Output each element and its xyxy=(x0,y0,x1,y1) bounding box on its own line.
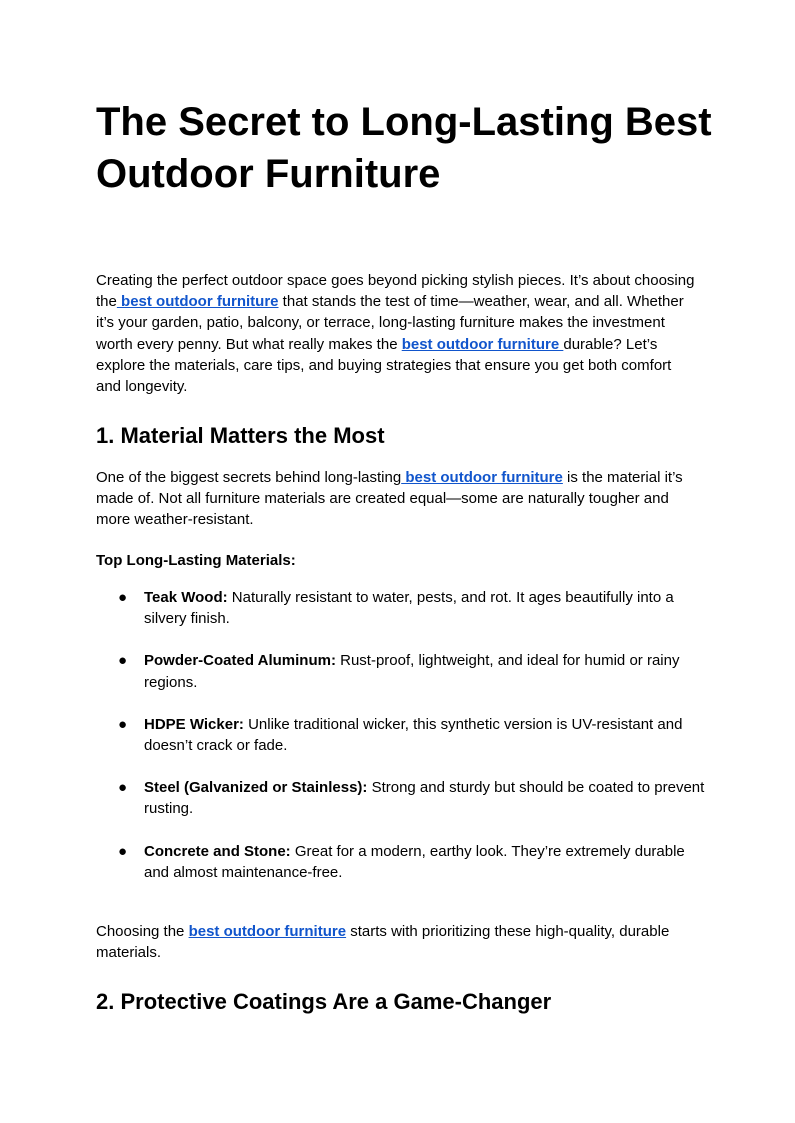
intro-text-2: that stands the test of time—weather, wear, and all. Whether it’s your garden, patio, balcony, or terrace, long-lasting furniture makes the investment worth every penny. But what really makes the xyxy=(96,293,684,353)
list-item xyxy=(96,777,706,819)
summary-text-1: Choosing the xyxy=(96,923,189,940)
section-1-text-1: One of the biggest secrets behind long-lasting xyxy=(96,469,402,486)
materials-summary-paragraph xyxy=(96,921,696,963)
material-desc: Rust-proof, lightweight, and ideal for humid or rainy regions. xyxy=(144,652,680,691)
summary-text-2: starts with prioritizing these high-quality, durable materials. xyxy=(96,923,670,962)
material-name: Teak Wood: xyxy=(144,589,228,606)
bullet-icon: ● xyxy=(118,715,128,733)
material-desc: Unlike traditional wicker, this synthetic version is UV-resistant and doesn’t crack or fade. xyxy=(144,715,683,755)
list-item xyxy=(96,841,706,883)
section-2-heading: 2. Protective Coatings Are a Game-Changer xyxy=(96,989,552,1014)
best-outdoor-furniture-link-3[interactable]: best outdoor furniture xyxy=(401,469,563,486)
best-outdoor-furniture-link-1[interactable]: best outdoor furniture xyxy=(116,293,279,311)
material-name: Powder-Coated Aluminum: xyxy=(144,652,336,670)
material-desc: Great for a modern, earthy look. They’re extremely durable and almost maintenance-free. xyxy=(144,842,685,881)
section-1-heading: 1. Material Matters the Most xyxy=(96,423,385,448)
materials-list xyxy=(96,587,706,904)
material-name: Concrete and Stone: xyxy=(144,842,291,860)
bullet-icon: ● xyxy=(118,842,128,860)
best-outdoor-furniture-link-4[interactable]: best outdoor furniture xyxy=(188,923,347,940)
material-desc: Naturally resistant to water, pests, and rot. It ages beautifully into a silvery finish. xyxy=(144,589,674,628)
bullet-icon: ● xyxy=(118,589,128,606)
material-desc: Strong and sturdy but should be coated to prevent rusting. xyxy=(144,779,705,818)
bullet-icon: ● xyxy=(118,779,128,797)
list-item xyxy=(96,587,706,629)
section-1-text-2: is the material it’s made of. Not all furniture materials are created equal—some are naturally tougher and more weather-resistant. xyxy=(96,469,683,529)
materials-subheading: Top Long-Lasting Materials: xyxy=(96,552,296,569)
intro-text-1: Creating the perfect outdoor space goes beyond picking stylish pieces. It’s about choosing the xyxy=(96,272,695,311)
page-title: The Secret to Long-Lasting Best Outdoor Furniture xyxy=(96,100,712,196)
material-name: Steel (Galvanized or Stainless): xyxy=(144,779,368,797)
section-1-paragraph xyxy=(96,467,696,531)
list-item xyxy=(96,650,706,692)
intro-text-3: durable? Let’s explore the materials, care tips, and buying strategies that ensure you get both comfort and longevity. xyxy=(96,335,672,396)
intro-paragraph xyxy=(96,270,696,397)
bullet-icon: ● xyxy=(118,652,128,670)
list-item xyxy=(96,714,706,756)
material-name: HDPE Wicker: xyxy=(144,715,244,733)
best-outdoor-furniture-link-2[interactable]: best outdoor furniture xyxy=(401,335,564,353)
